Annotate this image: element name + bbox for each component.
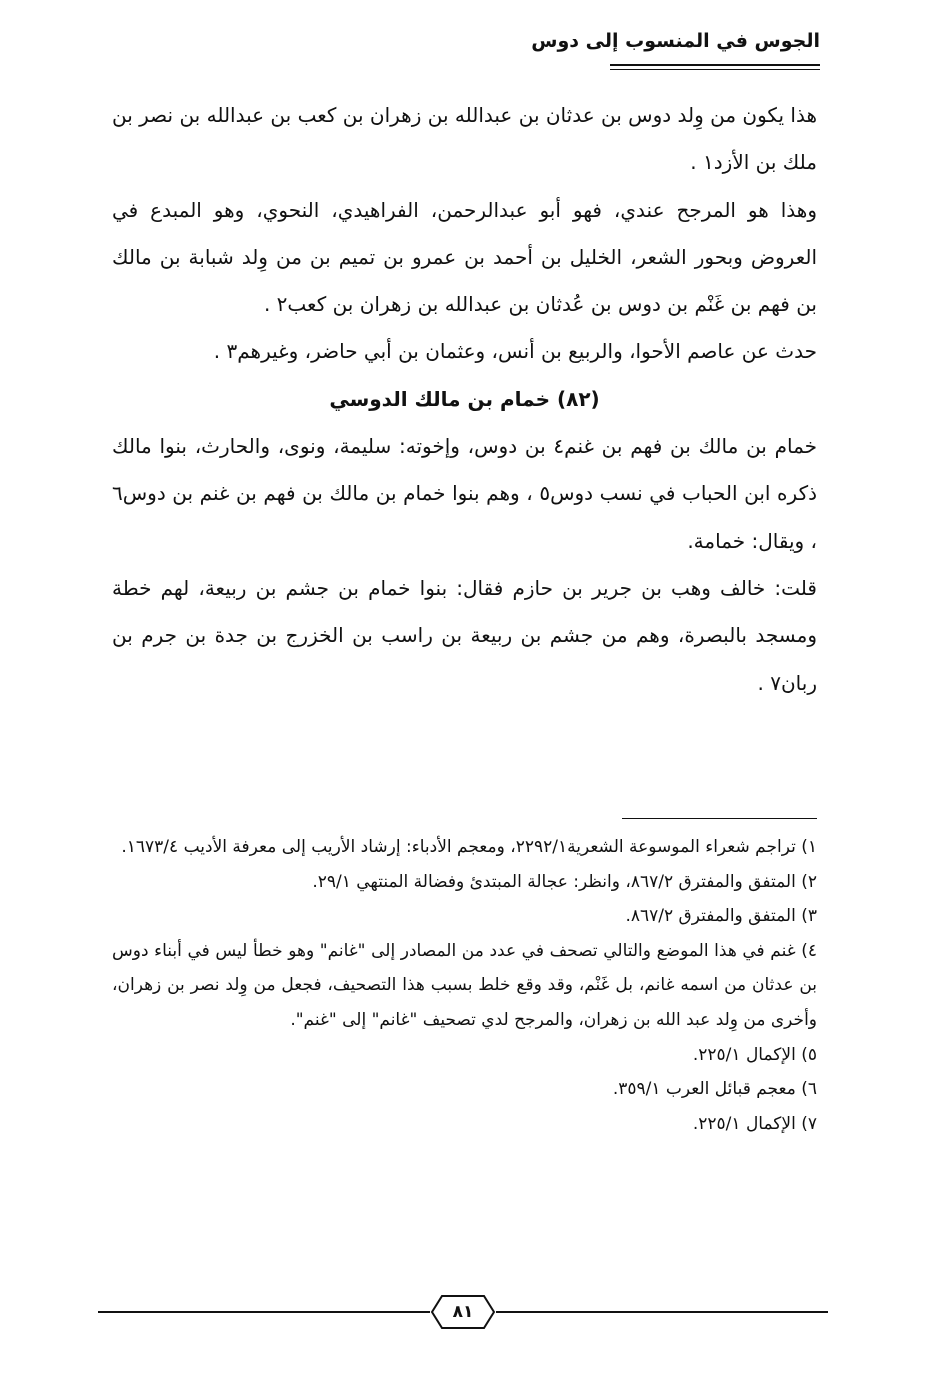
footnote: ٥) الإكمال ٢٢٥/١. [692, 1044, 817, 1065]
page-number-frame [430, 1294, 496, 1330]
footer-line-right [496, 1311, 828, 1313]
footer-line-left [98, 1311, 430, 1313]
footnote-separator [622, 818, 817, 819]
running-header: الجوس في المنسوب إلى دوس [531, 30, 820, 52]
footnote: ٢) المتفق والمفترق ٨٦٧/٢، وانظر: عجالة المبتدئ وفضالة المنتهي ٢٩/١. [312, 871, 817, 892]
paragraph: هذا يكون من وِلد دوس بن عدثان بن عبدالله بن زهران بن كعب بن عبدالله بن نصر بن ملك بن الأزد١ . [112, 103, 817, 175]
paragraph: وهذا هو المرجح عندي، فهو أبو عبدالرحمن، الفراهيدي، النحوي، وهو المبدع في العروض وبحور الشعر، الخليل بن أحمد بن عمرو بن تميم بن من وِلد شبابة بن مالك بن فهم بن غَنْم بن دوس بن عُدثان بن عبدالله بن زهران بن كعب٢ . [112, 197, 817, 317]
body-text [112, 92, 817, 707]
header-rule-thick [610, 64, 820, 66]
footnote: ٤) غنم في هذا الموضع والتالي تصحف في عدد من المصادر إلى "غانم" وهو خطأ ليس في أبناء دوس بن عدثان من اسمه غانم، بل غَنْم، وقد وقع خلط بسبب هذا التصحيف، فجعل من وِلد نصر بن زهران، وأخرى من وِلد عبد الله بن زهران، والمرجح لدي تصحيف "غانم" إلى "غنم". [112, 940, 817, 1030]
footnote: ٧) الإكمال ٢٢٥/١. [692, 1113, 817, 1134]
footnote: ١) تراجم شعراء الموسوعة الشعرية٢٢٩٢/١، ومعجم الأدباء: إرشاد الأريب إلى معرفة الأديب ١٦٧٣/٤. [121, 837, 817, 857]
page-footer [98, 1292, 828, 1332]
footnote: ٦) معجم قبائل العرب ٣٥٩/١. [612, 1079, 817, 1100]
footnote: ٣) المتفق والمفترق ٨٦٧/٢. [625, 906, 817, 927]
footnotes [112, 830, 817, 1141]
paragraph: حدث عن عاصم الأحوا، والربيع بن أنس، وعثمان بن أبي حاضر، وغيرهم٣ . [213, 339, 817, 364]
header-rule-thin [610, 69, 820, 70]
paragraph: قلت: خالف وهب بن جرير بن حازم فقال: بنوا خمام بن جشم بن ربيعة، لهم خطة ومسجد بالبصرة، وهم من جشم بن ربيعة بن راسب بن الخزرج بن جدة بن جرم بن ربان٧ . [112, 575, 817, 695]
section-heading: (٨٢) خمام بن مالك الدوسي [329, 386, 600, 411]
paragraph: خمام بن مالك بن فهم بن غنم٤ بن دوس، وإخوته: سليمة، ونوى، والحارث، بنوا مالك ذكره ابن الحباب في نسب دوس٥ ، وهم بنوا خمام بن مالك بن فهم بن غنم بن دوس٦ ، ويقال: خمامة. [112, 434, 817, 553]
page-number: ٨١ [452, 1302, 474, 1322]
